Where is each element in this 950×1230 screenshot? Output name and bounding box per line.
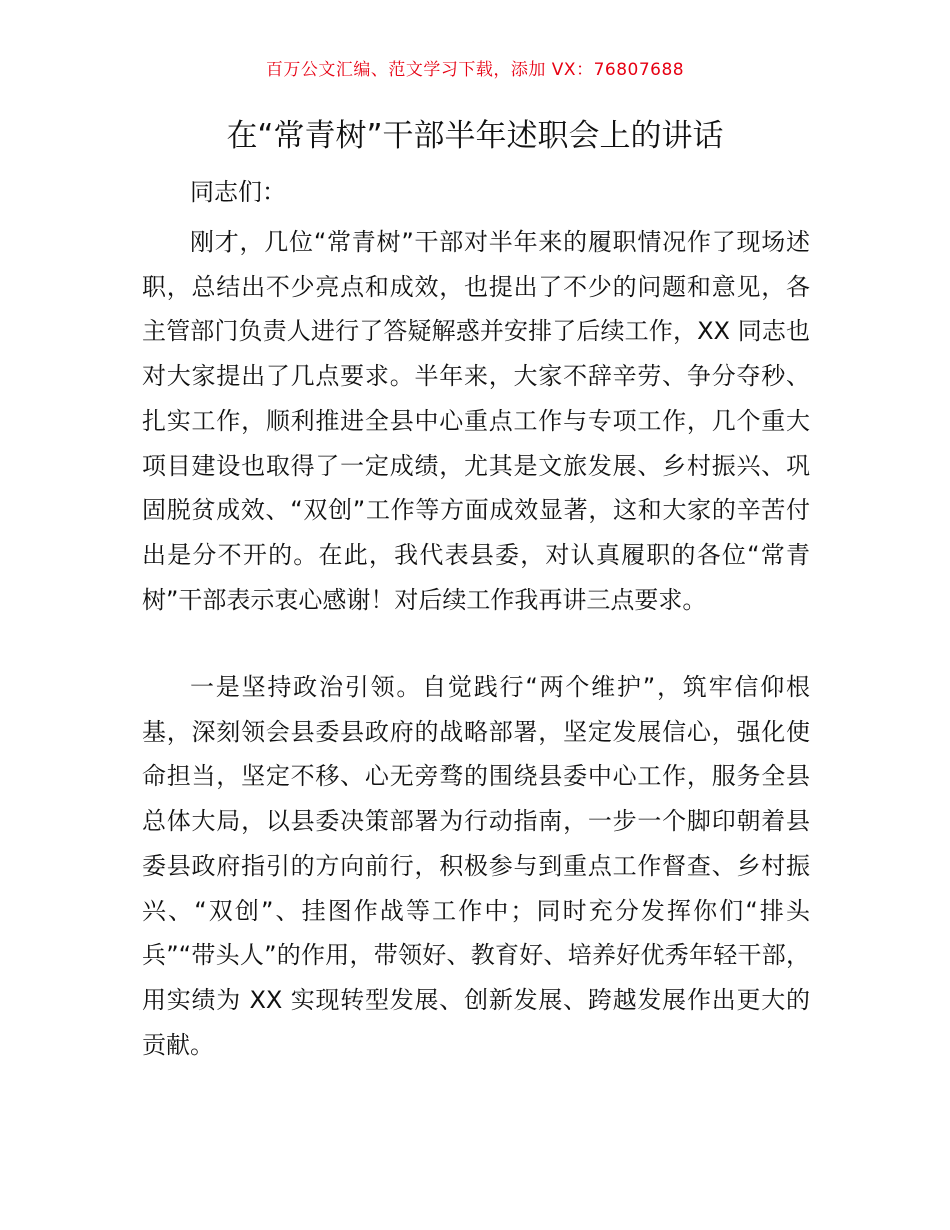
paragraph-opening: 刚才，几位“常青树”干部对半年来的履职情况作了现场述职，总结出不少亮点和成效，也提出了不少的问题和意见，各主管部门负责人进行了答疑解惑并安排了后续工作，XX 同志也对大家提出了几点要求。半年来，大家不辞辛劳、争分夺秒、扎实工作，顺利推进全县中心重点工作与专项工作，几个重大项目建设也取得了一定成绩，尤其是文旅发展、乡村振兴、巩固脱贫成效、“双创”工作等方面成效显著，这和大家的辛苦付出是分不开的。在此，我代表县委，对认真履职的各位“常青树”干部表示衷心感谢！对后续工作我再讲三点要求。	[142, 228, 810, 614]
document-title: 在“常青树”干部半年述职会上的讲话	[226, 118, 724, 154]
salutation: 同志们：	[190, 178, 286, 206]
download-watermark-header: 百万公文汇编、范文学习下载，添加 VX：76807688	[265, 60, 685, 80]
paragraph-political-guidance: 一是坚持政治引领。自觉践行“两个维护”，筑牢信仰根基，深刻领会县委县政府的战略部署，坚定发展信心，强化使命担当，坚定不移、心无旁骛的围绕县委中心工作，服务全县总体大局，以县委决策部署为行动指南，一步一个脚印朝着县委县政府指引的方向前行，积极参与到重点工作督查、乡村振兴、“双创”、挂图作战等工作中；同时充分发挥你们“排头兵”“带头人”的作用，带领好、教育好、培养好优秀年轻干部，用实绩为 XX 实现转型发展、创新发展、跨越发展作出更大的贡献。	[142, 673, 810, 1059]
